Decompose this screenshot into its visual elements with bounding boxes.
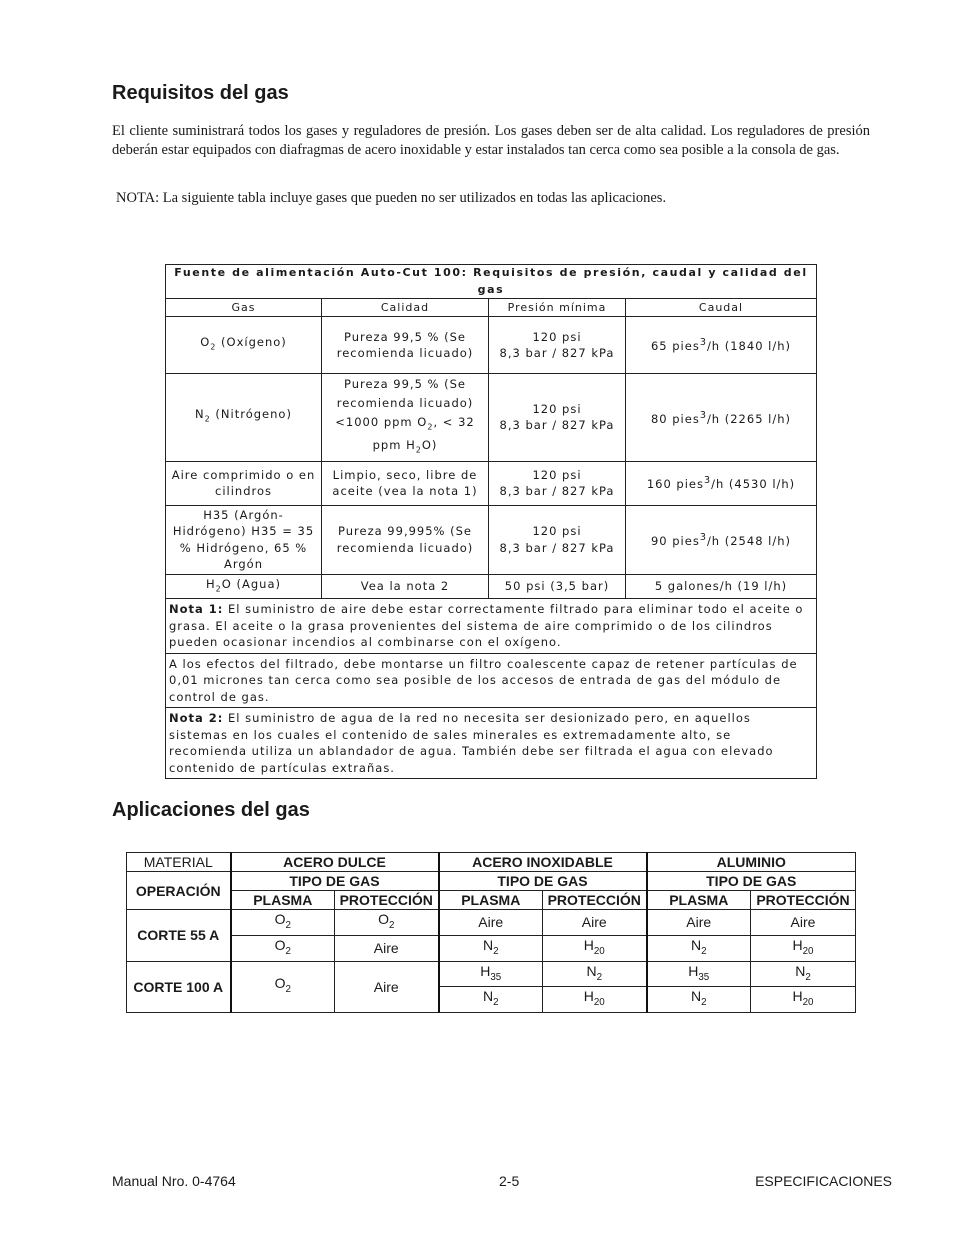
gas-cell [439, 935, 543, 961]
table-caption-row [166, 265, 817, 299]
subscript: 35 [490, 971, 502, 983]
caudal-unit: /h (2548 l/h) [706, 533, 792, 548]
subscript: 2 [388, 919, 395, 931]
gas-symbol: H [583, 936, 594, 953]
material-acero-inoxidable: ACERO INOXIDABLE [439, 853, 647, 872]
plasma-header: PLASMA [231, 891, 335, 910]
subscript: 20 [593, 945, 605, 957]
material-acero-dulce: ACERO DULCE [231, 853, 439, 872]
cell-gas: H35 (Argón-Hidrógeno) H35 = 35 % Hidrógeno, 65 % Argón [166, 505, 322, 574]
material-row [127, 853, 856, 872]
gas-symbol: H [583, 988, 594, 1005]
superscript: 3 [699, 409, 707, 421]
caudal-unit: /h (4530 l/h) [711, 477, 796, 492]
corte-100-label: CORTE 100 A [127, 961, 231, 1013]
subscript: 2 [215, 583, 222, 593]
gas-symbol: O [274, 975, 286, 992]
cell-calidad [322, 374, 489, 462]
cell-caudal [626, 374, 817, 462]
note-label: Nota 1: [169, 602, 224, 617]
gas-cell [647, 987, 751, 1013]
gas-cell [231, 910, 335, 936]
gas-cell [231, 961, 335, 1013]
table-row [166, 374, 817, 462]
gas-symbol: H [480, 962, 491, 979]
gas-symbol: N [690, 988, 702, 1005]
tipo-row [127, 872, 856, 891]
proteccion-header: PROTECCIÓN [335, 891, 439, 910]
intro-paragraph: El cliente suministrará todos los gases y reguladores de presión. Los gases deben ser de alta calidad. Los reguladores de presión deberán estar equipados con diafragmas de acero inoxidable y estar instalados tan cerca como sea posible a la consola de gas. [112, 123, 870, 158]
gas-name: O (Agua) [221, 576, 281, 591]
note-text: El suministro de aire debe estar correctamente filtrado para eliminar todo el aceite o grasa. El aceite o la grasa provenientes del sistema de aire comprimido o de los cilindros pueden ocasionar incendios al combinarse con el oxígeno. [169, 602, 804, 650]
gas-symbol: N [482, 988, 494, 1005]
gas-cell: Aire [647, 910, 751, 936]
presion-psi: 120 psi [532, 467, 582, 482]
gas-symbol: O [274, 911, 286, 927]
caudal-unit: /h (2265 l/h) [706, 411, 792, 426]
subscript: 2 [493, 945, 499, 957]
note-1 [166, 599, 817, 654]
note-2 [166, 708, 817, 779]
subscript: 2 [415, 445, 422, 455]
subscript: 2 [285, 945, 291, 957]
subscript: 2 [701, 945, 707, 957]
superscript: 3 [699, 531, 707, 543]
tipo-de-gas: TIPO DE GAS [231, 872, 439, 891]
cell-presion [489, 374, 626, 462]
tipo-de-gas: TIPO DE GAS [439, 872, 647, 891]
header-caudal: Caudal [626, 299, 817, 317]
cell-presion: 50 psi (3,5 bar) [489, 574, 626, 599]
subscript: 20 [593, 997, 605, 1009]
cell-calidad: Pureza 99,995% (Se recomienda licuado) [322, 505, 489, 574]
gas-symbol: O [274, 936, 286, 953]
note-row [166, 708, 817, 779]
gas-cell: Aire [439, 910, 543, 936]
gas-cell: Aire [335, 935, 439, 961]
gas-symbol: N [482, 936, 494, 953]
table-note: NOTA: La siguiente tabla incluye gases que pueden no ser utilizados en todas las aplicaciones. [116, 190, 667, 206]
gas-cell [439, 961, 543, 987]
footer-section: ESPECIFICACIONES [755, 1173, 892, 1189]
table-row [127, 935, 856, 961]
calidad-text: Pureza 99,5 % (Se recomienda licuado) <1000 ppm O [335, 377, 474, 429]
gas-cell [751, 961, 856, 987]
presion-psi: 120 psi [532, 524, 582, 539]
material-label: MATERIAL [127, 853, 231, 872]
presion-psi: 120 psi [532, 401, 582, 416]
gas-symbol: N [690, 936, 702, 953]
cell-caudal [626, 505, 817, 574]
subheader-row [127, 891, 856, 910]
gas-symbol: N [795, 962, 806, 979]
subscript: 20 [802, 945, 814, 957]
material-aluminio: ALUMINIO [647, 853, 856, 872]
table-caption: Fuente de alimentación Auto-Cut 100: Requisitos de presión, caudal y calidad del gas [166, 265, 817, 299]
gas-applications-table [126, 852, 856, 1013]
presion-bar: 8,3 bar / 827 kPa [499, 540, 615, 555]
subscript: 20 [802, 997, 814, 1009]
gas-cell [751, 935, 856, 961]
table-row [127, 961, 856, 987]
plasma-header: PLASMA [439, 891, 543, 910]
gas-cell: Aire [335, 961, 439, 1013]
gas-cell [543, 935, 647, 961]
gas-requirements-table [165, 264, 817, 779]
section-title-requisitos: Requisitos del gas [112, 82, 289, 104]
subscript: 2 [493, 997, 499, 1009]
tipo-de-gas: TIPO DE GAS [647, 872, 856, 891]
cell-caudal: 5 galones/h (19 l/h) [626, 574, 817, 599]
section-title-aplicaciones: Aplicaciones del gas [112, 799, 310, 821]
gas-cell [543, 961, 647, 987]
cell-calidad: Vea la nota 2 [322, 574, 489, 599]
cell-gas: Aire comprimido o en cilindros [166, 461, 322, 505]
header-row [166, 299, 817, 317]
plasma-header: PLASMA [647, 891, 751, 910]
note-filter: A los efectos del filtrado, debe montarse un filtro coalescente capaz de retener partículas de 0,01 micrones tan cerca como sea posible de los accesos de entrada de gas del módulo de control de gas. [166, 653, 817, 708]
cell-gas [166, 574, 322, 599]
caudal-value: 160 pies [646, 477, 704, 492]
presion-bar: 8,3 bar / 827 kPa [499, 346, 615, 360]
note-text: El suministro de agua de la red no necesita ser desionizado pero, en aquellos sistemas en los cuales el contenido de sales minerales es extremadamente alto, se recomienda utiliza un ablandador de agua. También debe ser filtrada el agua con elevado contenido de partículas extrañas. [169, 711, 774, 775]
cell-presion [489, 317, 626, 374]
gas-name: (Nitrógeno) [210, 407, 292, 422]
subscript: 2 [701, 997, 707, 1009]
table-row [166, 505, 817, 574]
cell-presion [489, 461, 626, 505]
calidad-text: , < 32 ppm H [372, 415, 475, 453]
calidad-text: O) [421, 438, 438, 453]
header-presion: Presión mínima [489, 299, 626, 317]
presion-psi: 120 psi [532, 329, 582, 344]
table-row [166, 317, 817, 374]
subscript: 35 [698, 971, 710, 983]
caudal-value: 80 pies [650, 411, 700, 426]
gas-cell: Aire [543, 910, 647, 936]
table-row [166, 461, 817, 505]
caudal-value: 90 pies [650, 533, 700, 548]
operacion-label: OPERACIÓN [127, 872, 231, 910]
gas-symbol: O [378, 911, 389, 927]
gas-cell [647, 961, 751, 987]
caudal-unit: /h (1840 l/h) [706, 339, 792, 354]
note-row [166, 599, 817, 654]
cell-calidad: Pureza 99,5 % (Se recomienda licuado) [322, 317, 489, 374]
subscript: 2 [285, 919, 291, 931]
superscript: 3 [703, 475, 712, 487]
gas-cell [439, 987, 543, 1013]
cell-calidad: Limpio, seco, libre de aceite (vea la nota 1) [322, 461, 489, 505]
subscript: 2 [285, 984, 291, 996]
note-row [166, 653, 817, 708]
proteccion-header: PROTECCIÓN [543, 891, 647, 910]
subscript: 2 [596, 971, 603, 983]
gas-symbol: H [206, 576, 216, 591]
presion-bar: 8,3 bar / 827 kPa [499, 484, 615, 499]
caudal-value: 65 pies [650, 339, 700, 354]
note-label: Nota 2: [169, 711, 224, 726]
gas-name: (Oxígeno) [216, 335, 287, 350]
cell-gas [166, 317, 322, 374]
gas-symbol: N [195, 407, 205, 422]
table-row [127, 910, 856, 936]
gas-cell: Aire [751, 910, 856, 936]
subscript: 2 [427, 422, 434, 432]
header-calidad: Calidad [322, 299, 489, 317]
cell-gas [166, 374, 322, 462]
gas-symbol: N [586, 962, 597, 979]
gas-symbol: H [688, 962, 699, 979]
footer-manual-number: Manual Nro. 0-4764 [112, 1173, 236, 1189]
subscript: 2 [210, 342, 217, 352]
footer-page-number: 2-5 [499, 1173, 520, 1189]
gas-cell [231, 935, 335, 961]
proteccion-header: PROTECCIÓN [751, 891, 856, 910]
gas-symbol: H [792, 936, 803, 953]
table-row [166, 574, 817, 599]
gas-cell [543, 987, 647, 1013]
cell-caudal [626, 317, 817, 374]
presion-bar: 8,3 bar / 827 kPa [499, 418, 615, 433]
gas-symbol: O [200, 335, 211, 350]
gas-symbol: H [792, 988, 803, 1005]
superscript: 3 [699, 337, 707, 349]
cell-caudal [626, 461, 817, 505]
gas-cell [335, 910, 439, 936]
header-gas: Gas [166, 299, 322, 317]
corte-55-label: CORTE 55 A [127, 910, 231, 962]
subscript: 2 [805, 971, 811, 983]
cell-presion [489, 505, 626, 574]
gas-cell [751, 987, 856, 1013]
subscript: 2 [204, 414, 211, 424]
gas-cell [647, 935, 751, 961]
